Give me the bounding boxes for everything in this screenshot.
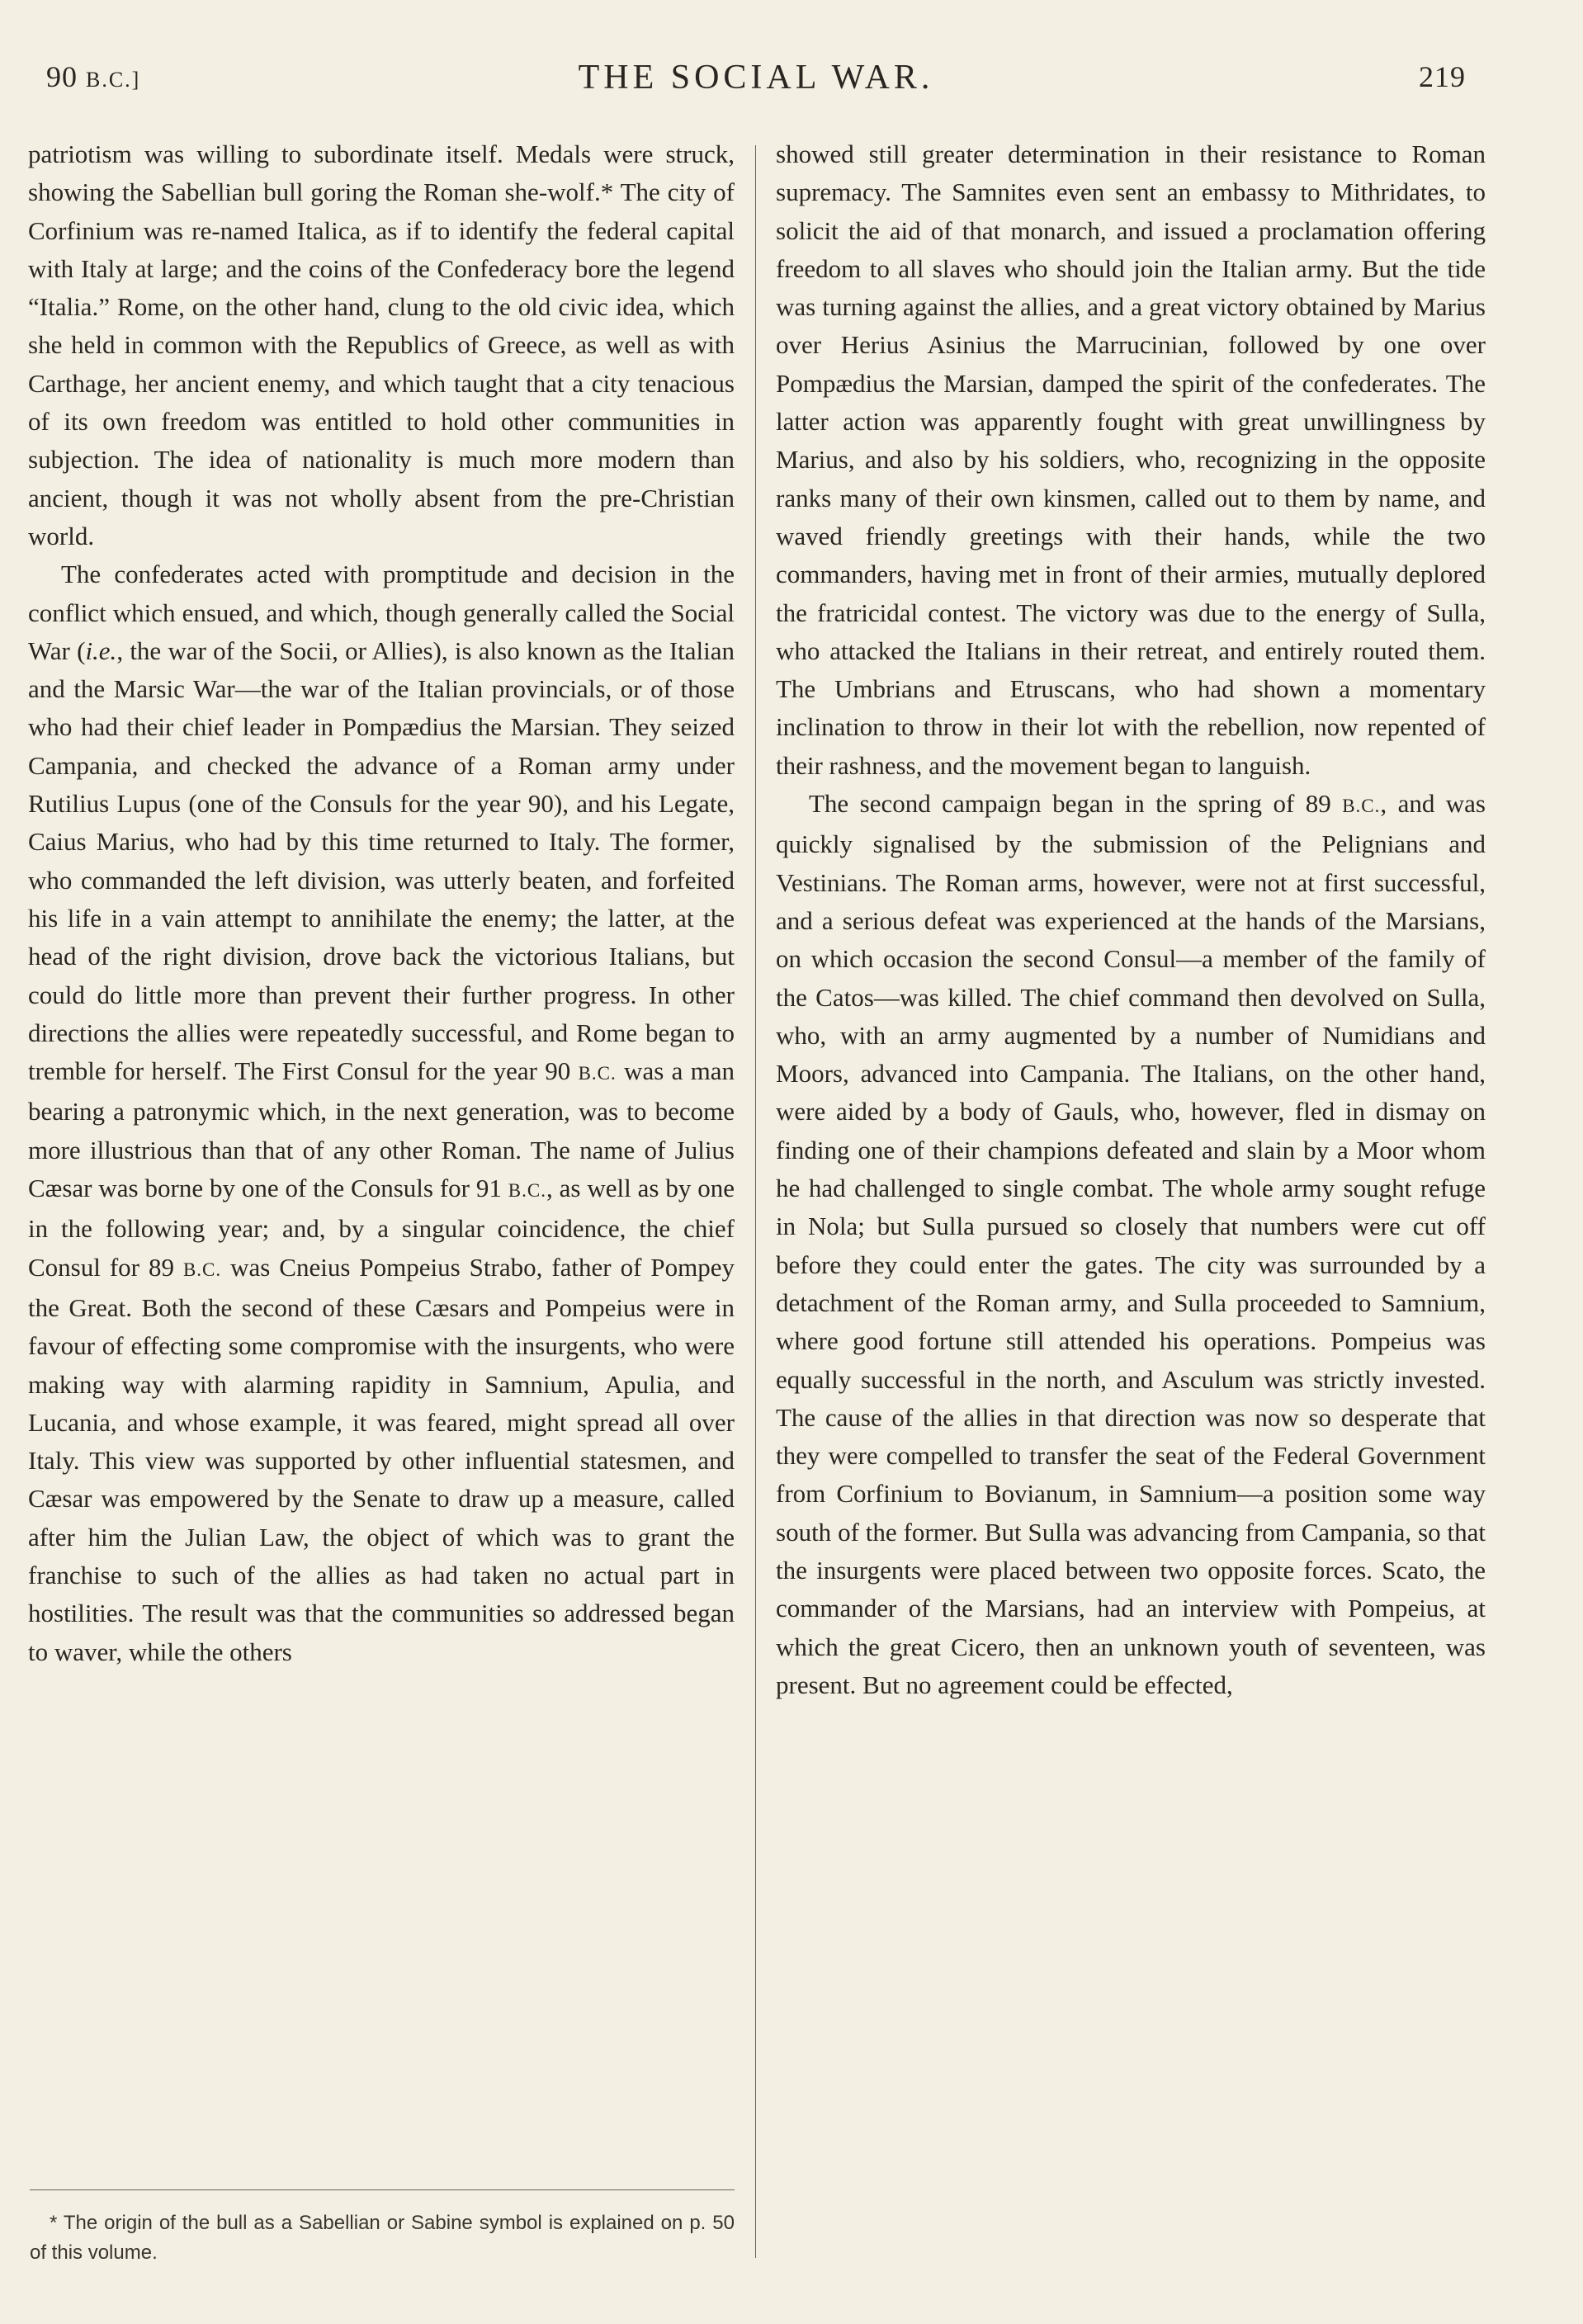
footnote-rule: [30, 2189, 735, 2190]
page-title: THE SOCIAL WAR.: [578, 59, 934, 97]
column-divider: [755, 145, 756, 2258]
left-paragraph-1: patriotism was willing to subordinate itself. Medals were struck, showing the Sabellian bull goring the Roman she-wolf.* The city of Corfinium was re-named Italica, as if to identify the federal capital with Italy at large; and the coins of the Confederacy bore the legend “Italia.” Rome, on the other hand, clung to the old civic idea, which she held in common with the Republics of Greece, as well as with Carthage, her ancient enemy, and which taught that a city tenacious of its own freedom was entitled to hold other communities in subjection. The idea of nationality is much more modern than ancient, though it was not wholly absent from the pre-Christian world.: [28, 139, 735, 550]
left-column: [28, 135, 735, 1671]
footnote: [30, 2208, 735, 2268]
right-paragraph-1: showed still greater determination in their resistance to Roman supremacy. The Samnites even sent an embassy to Mithridates, to solicit the aid of that monarch, and issued a proclamation offering freedom to all slaves who should join the Italian army. But the tide was turning against the allies, and a great victory obtained by Marius over Herius Asinius the Marrucinian, followed by one over Pompædius the Marsian, damped the spirit of the confederates. The latter action was apparently fought with great unwillingness by Marius, and also by his soldiers, who, recognizing in the opposite ranks many of their own kinsmen, called out to them by name, and waved friendly greetings with their hands, while the two commanders, having met in front of their armies, mutually deplored the fratricidal contest. The victory was due to the energy of Sulla, who attacked the Italians in their retreat, and entirely routed them. The Umbrians and Etruscans, who had shown a momentary inclination to throw in their lot with the rebellion, now repented of their rashness, and the movement began to languish.: [776, 139, 1486, 780]
right-paragraph-2: The second campaign began in the spring of 89 B.C., and was quickly signalised by the submission of the Pelignians and Vestinians. The Roman arms, however, were not at first successful, and a serious defeat was experienced at the hands of the Marsians, on which occasion the second Consul—a member of the family of the Catos—was killed. The chief command then devolved on Sulla, who, with an army augmented by a number of Numidians and Moors, advanced into Campania. The Italians, on the other hand, were aided by a body of Gauls, who, however, fled in dismay on finding one of their champions defeated and slain by a Moor whom he had challenged to single combat. The whole army sought refuge in Nola; but Sulla pursued so closely that numbers were cut off before they could enter the gates. The city was surrounded by a detachment of the Roman army, and Sulla proceeded to Samnium, where good fortune still attended his operations. Pompeius was equally successful in the north, and Asculum was strictly invested. The cause of the allies in that direction was now so desperate that they were compelled to transfer the seat of the Federal Government from Corfinium to Bovianum, in Samnium—a position some way south of the former. But Sulla was advancing from Campania, so that the insurgents were placed between two opposite forces. Scato, the commander of the Marsians, had an interview with Pompeius, at which the great Cicero, then an unknown youth of seventeen, was present. But no agreement could be effected,: [776, 789, 1486, 1699]
header-era: B.C.]: [86, 68, 141, 92]
footnote-text: * The origin of the bull as a Sabellian or Sabine symbol is explained on p. 50 of this volume.: [30, 2212, 735, 2264]
right-column: [776, 135, 1486, 1704]
running-header: [46, 51, 1466, 109]
header-year: 90: [46, 60, 78, 93]
left-paragraph-2: The confederates acted with promptitude and decision in the conflict which ensued, and which, though generally called the Social War (i.e., the war of the Socii, or Allies), is also known as the Italian and the Marsic War—the war of the Italian provincials, or of those who had their chief leader in Pompædius the Marsian. They seized Campania, and checked the advance of a Roman army under Rutilius Lupus (one of the Consuls for the year 90), and his Legate, Caius Marius, who had by this time returned to Italy. The former, who commanded the left division, was utterly beaten, and forfeited his life in a vain attempt to annihilate the enemy; the latter, at the head of the right division, drove back the victorious Italians, but could do little more than prevent their further progress. In other directions the allies were repeatedly successful, and Rome began to tremble for herself. The First Consul for the year 90 B.C. was a man bearing a patronymic which, in the next generation, was to become more illustrious than that of any other Roman. The name of Julius Cæsar was borne by one of the Consuls for 91 B.C., as well as by one in the following year; and, by a singular coincidence, the chief Consul for 89 B.C. was Cneius Pompeius Strabo, father of Pompey the Great. Both the second of these Cæsars and Pompeius were in favour of effecting some compromise with the insurgents, who were making way with alarming rapidity in Samnium, Apulia, and Lucania, and whose example, it was feared, might spread all over Italy. This view was supported by other influential statesmen, and Cæsar was empowered by the Senate to draw up a measure, called after him the Julian Law, the object of which was to grant the franchise to such of the allies as had taken no actual part in hostilities. The result was that the communities so addressed began to waver, while the others: [28, 560, 735, 1666]
page-number: 219: [1419, 60, 1466, 93]
